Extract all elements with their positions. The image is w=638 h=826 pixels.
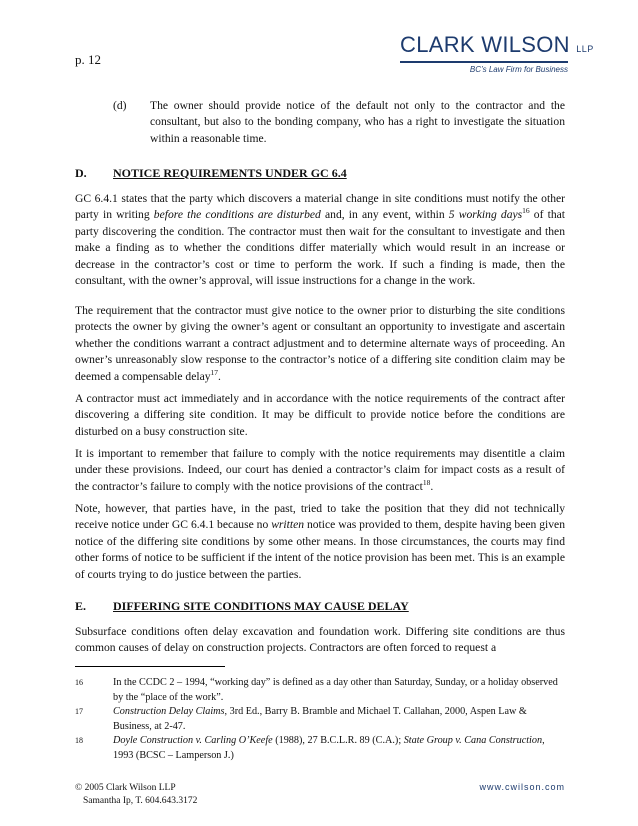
- footnote-text: Construction Delay Claims, 3rd Ed., Barry B. Bramble and Michael T. Callahan, 2000, Aspen Law & Business, at 2-47.: [113, 706, 527, 732]
- section-heading-e: [75, 599, 565, 615]
- italic-phrase: before the conditions are disturbed: [153, 208, 321, 222]
- firm-logo: [400, 32, 594, 77]
- paragraph-d5: Note, however, that parties have, in the past, tried to take the position that they did not technically receive notice under GC 6.4.1 because no written notice was provided to them, despite having been given notice of the differing site conditions by some other means. In those circumstances, the courts may find other forms of notice to be sufficient if the intent of the notice provision has been met. This is an example of courts trying to do justice between the parties.: [75, 502, 565, 581]
- italic-phrase: written: [271, 518, 305, 532]
- list-item-label: (d): [113, 99, 127, 112]
- section-title: NOTICE REQUIREMENTS UNDER GC 6.4: [113, 166, 347, 180]
- list-item-text: The owner should provide notice of the default not only to the contractor and the consultant, but also to the bonding company, who has a right to investigate the situation within a reasonable time.: [150, 99, 565, 145]
- footnote-ref-16[interactable]: 16: [522, 206, 530, 216]
- page-number: p. 12: [75, 52, 101, 67]
- footnote-ref-18[interactable]: 18: [422, 477, 431, 487]
- footnote-divider: [75, 666, 225, 667]
- paragraph-e1: Subsurface conditions often delay excavation and foundation work. Differing site conditions are thus common causes of delay on construction projects. Contractors are often forced to request a: [75, 625, 565, 655]
- section-heading-d: [75, 166, 565, 182]
- footnote-17: [75, 705, 565, 735]
- footnote-16: [75, 676, 565, 706]
- footnote-ref-17[interactable]: 17: [210, 367, 219, 377]
- section-title: DIFFERING SITE CONDITIONS MAY CAUSE DELAY: [113, 599, 409, 613]
- section-letter: D.: [75, 166, 87, 180]
- footnote-text: Doyle Construction v. Carling O’Keefe (1988), 27 B.C.L.R. 89 (C.A.); State Group v. Cana Construction, 1993 (BCSC – Lamperson J.): [113, 735, 545, 761]
- logo-tagline: BC’s Law Firm for Business: [469, 65, 568, 74]
- footnote-number: 17: [75, 707, 83, 716]
- footnote-text: In the CCDC 2 – 1994, “working day” is defined as a day other than Saturday, Sunday, or a holiday observed by the “place of the work”.: [113, 677, 558, 703]
- logo-name: CLARK WILSON: [400, 32, 570, 57]
- footer-website-link[interactable]: www.cwilson.com: [479, 782, 565, 792]
- paragraph-d3: A contractor must act immediately and in accordance with the notice requirements of the contract after discovering a differing site condition. It may be difficult to provide notice before the conditions are disturbed on a busy construction site.: [75, 392, 565, 438]
- footnote-number: 16: [75, 678, 83, 687]
- footer-copyright: [75, 782, 197, 807]
- section-letter: E.: [75, 599, 87, 613]
- logo-divider: [400, 61, 568, 63]
- italic-phrase: 5 working days: [448, 208, 523, 222]
- logo-llp: LLP: [576, 44, 594, 54]
- copyright-text: © 2005 Clark Wilson LLP: [75, 783, 176, 793]
- footnote-number: 18: [75, 736, 83, 745]
- footnote-18: [75, 734, 565, 764]
- paragraph-d4: It is important to remember that failure to comply with the notice requirements may disentitle a claim under these provisions. Indeed, our court has denied a contractor’s claim for impact costs as a result of the contractor’s failure to comply with the notice provisions of the contract$^{18}$.: [75, 447, 565, 493]
- paragraph-d2: The requirement that the contractor must give notice to the owner prior to disturbing the site conditions protects the owner by giving the owner’s agent or consultant an opportunity to investigate and ascertain whether the conditions warrant a contract adjustment and to determine alternate ways of proceeding. An owner’s unreasonably slow response to the contractor’s notice of a differing site condition claim may be deemed a compensable delay$^{17}$.: [75, 304, 565, 383]
- paragraph-d1: GC 6.4.1 states that the party which discovers a material change in site conditions must notify the other party in writing before the conditions are disturbed and, in any event, within 5 working days$^{16}$ of that party discovering the condition. The contractor must then wait for the consultant to investigate and then make a finding as to whether the conditions differ materially which would result in an increase or decrease in the contractor’s cost or time to perform the work. If such a finding is made, then the consultant, with the owner’s approval, will issue instructions for a change in the work.: [75, 192, 565, 288]
- author-contact: Samantha Ip, T. 604.643.3172: [83, 795, 198, 806]
